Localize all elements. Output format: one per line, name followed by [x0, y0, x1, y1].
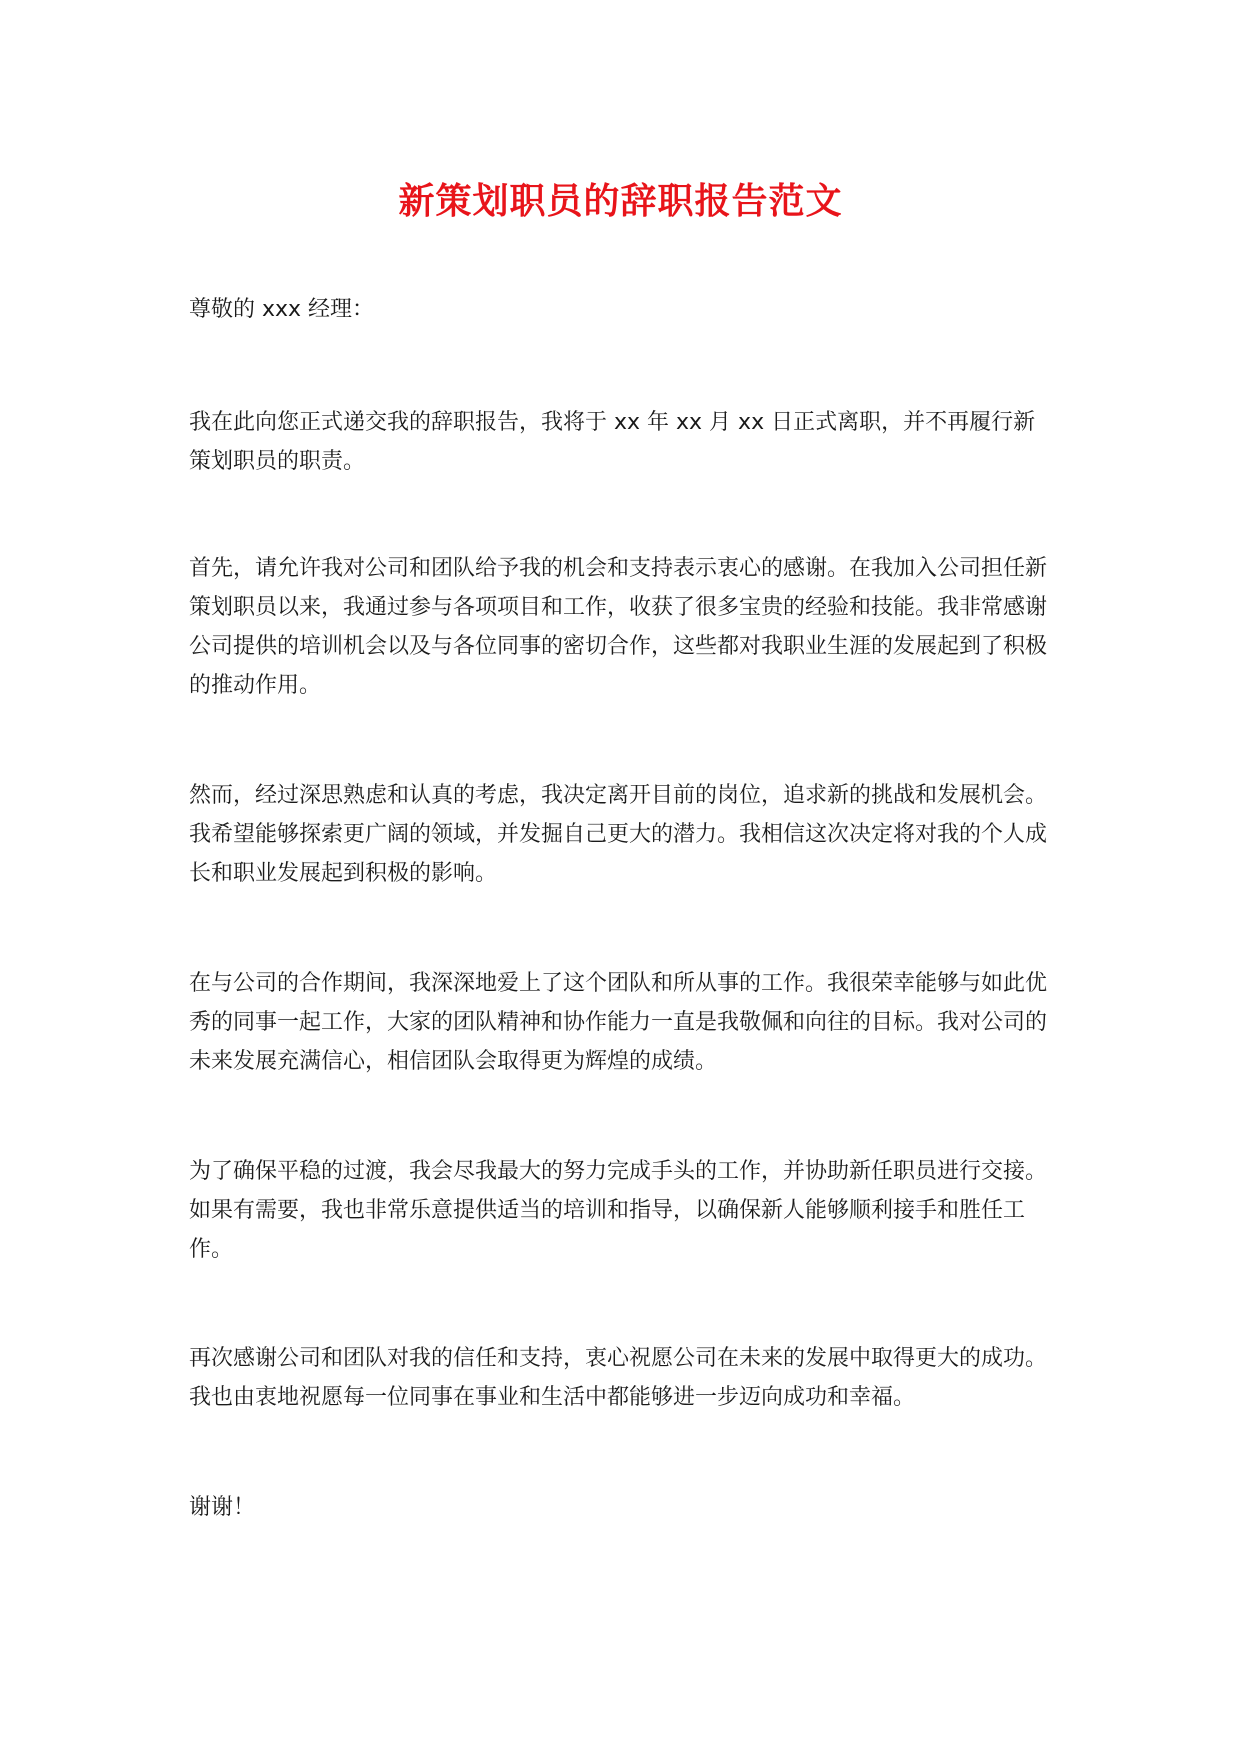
document-title: 新策划职员的辞职报告范文 [398, 181, 843, 222]
paragraph-best-wishes: 再次感谢公司和团队对我的信任和支持，衷心祝愿公司在未来的发展中取得更大的成功。我也由衷地祝愿每一位同事在事业和生活中都能够进一步迈向成功和幸福。 [189, 1346, 1048, 1410]
paragraph-gratitude: 首先，请允许我对公司和团队给予我的机会和支持表示衷心的感谢。在我加入公司担任新策划职员以来，我通过参与各项项目和工作，收获了很多宝贵的经验和技能。我非常感谢公司提供的培训机会以及与各位同事的密切合作，这些都对我职业生涯的发展起到了积极的推动作用。 [189, 556, 1048, 698]
letter-closing: 谢谢！ [189, 1495, 256, 1520]
paragraph-reason: 然而，经过深思熟虑和认真的考虑，我决定离开目前的岗位，追求新的挑战和发展机会。我希望能够探索更广阔的领域，并发掘自己更大的潜力。我相信这次决定将对我的个人成长和职业发展起到积极的影响。 [189, 783, 1048, 886]
paragraph-resignation-notice: 我在此向您正式递交我的辞职报告，我将于 xx 年 xx 月 xx 日正式离职，并不再履行新策划职员的职责。 [189, 410, 1036, 474]
paragraph-handover: 为了确保平稳的过渡，我会尽我最大的努力完成手头的工作，并协助新任职员进行交接。如果有需要，我也非常乐意提供适当的培训和指导，以确保新人能够顺利接手和胜任工作。 [189, 1159, 1048, 1262]
paragraph-team-appreciation: 在与公司的合作期间，我深深地爱上了这个团队和所从事的工作。我很荣幸能够与如此优秀的同事一起工作，大家的团队精神和协作能力一直是我敬佩和向往的目标。我对公司的未来发展充满信心，相信团队会取得更为辉煌的成绩。 [189, 971, 1048, 1074]
letter-greeting: 尊敬的 xxx 经理： [189, 297, 375, 322]
